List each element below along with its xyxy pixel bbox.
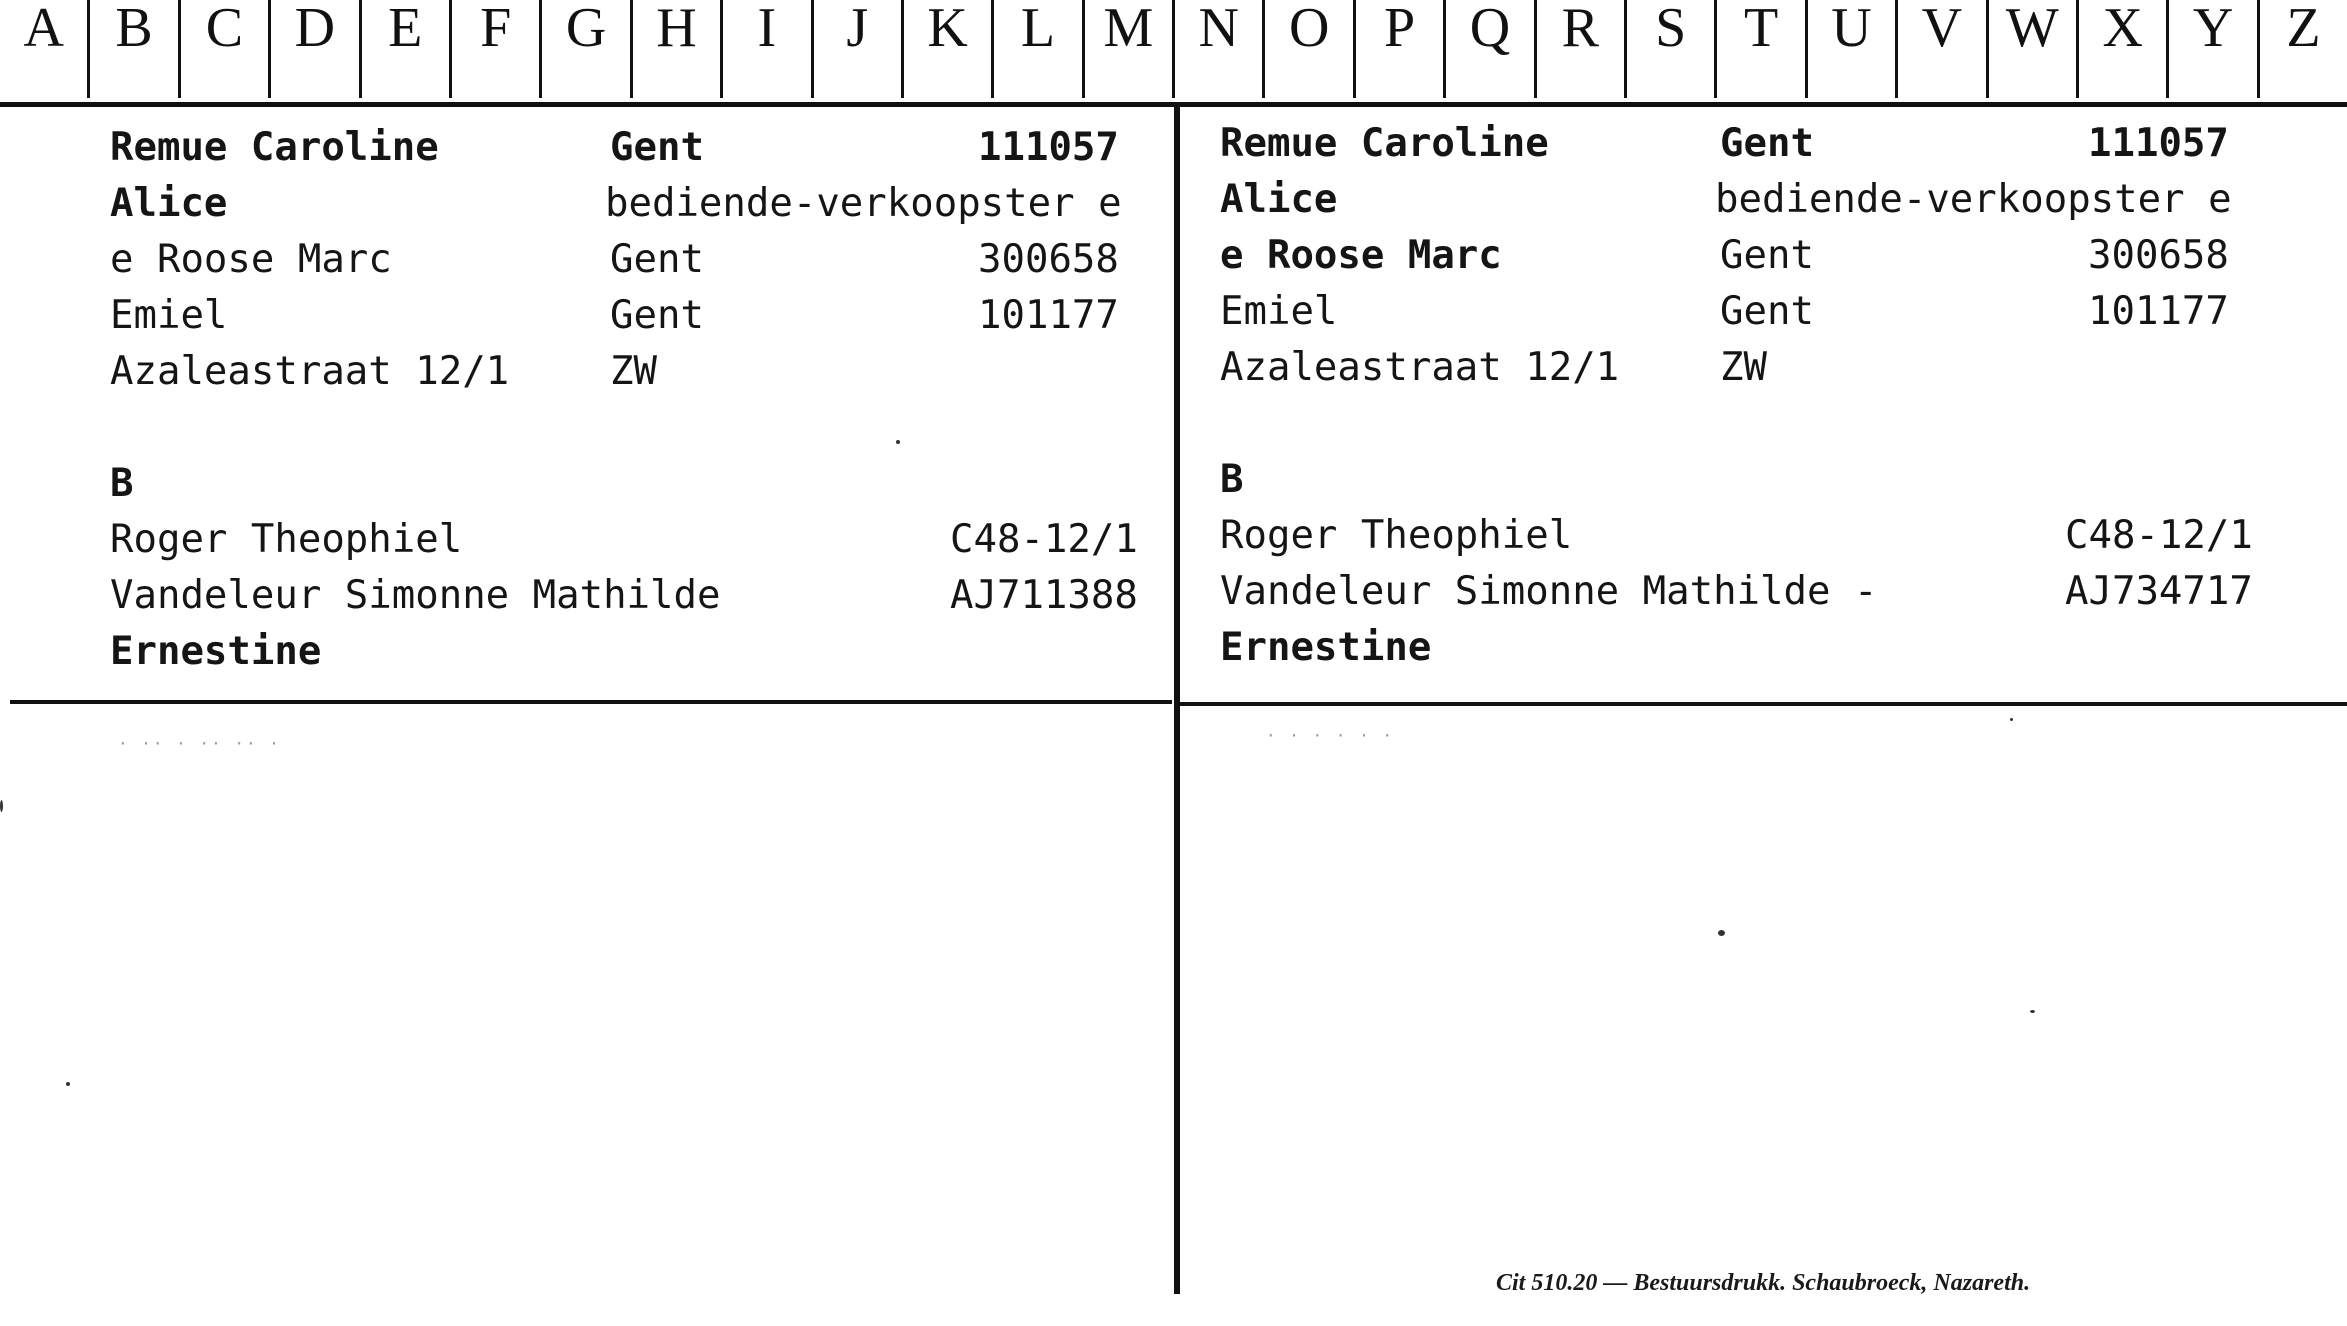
person-name: Ernestine <box>1220 625 1432 670</box>
birth-date-code: 300658 <box>2088 233 2229 278</box>
right-record-rule <box>1180 702 2347 706</box>
alphabet-letter: U <box>1808 0 1898 98</box>
alphabet-letter: P <box>1356 0 1446 98</box>
reference-code: AJ711388 <box>950 573 1138 618</box>
reference-code: C48-12/1 <box>950 517 1138 562</box>
alphabet-letter: O <box>1265 0 1355 98</box>
alphabet-letter: B <box>90 0 180 98</box>
record-row <box>110 456 1210 512</box>
address: Azaleastraat 12/1 <box>110 349 510 394</box>
alphabet-letter: T <box>1717 0 1807 98</box>
alphabet-letter: S <box>1627 0 1717 98</box>
occupation: bediende-verkoopster e <box>1715 177 2232 222</box>
alphabet-letter: W <box>1989 0 2079 98</box>
alphabet-letter: Q <box>1446 0 1536 98</box>
place-of-birth: Gent <box>610 125 704 170</box>
record-row <box>1220 116 2320 172</box>
record-row <box>1220 284 2320 340</box>
birth-date-code: 300658 <box>978 237 1119 282</box>
person-name: Ernestine <box>110 629 322 674</box>
district: ZW <box>1720 345 1767 390</box>
birth-date-code: 111057 <box>978 125 1119 170</box>
section-letter: B <box>110 461 134 506</box>
alphabet-letter: V <box>1898 0 1988 98</box>
alphabet-letter: X <box>2079 0 2169 98</box>
alphabet-letter: F <box>452 0 542 98</box>
person-name: Alice <box>1220 177 1338 222</box>
record-row <box>110 176 1210 232</box>
record-row <box>1220 508 2320 564</box>
person-name: Alice <box>110 181 228 226</box>
person-name: Remue Caroline <box>1220 121 1549 166</box>
record-row <box>110 120 1210 176</box>
alphabet-letter: I <box>723 0 813 98</box>
alphabet-letter: N <box>1175 0 1265 98</box>
person-name: Vandeleur Simonne Mathilde <box>110 573 721 618</box>
place-of-birth: Gent <box>610 237 704 282</box>
place-of-birth: Gent <box>1720 233 1814 278</box>
spouse-name: e Roose Marc <box>110 237 392 282</box>
left-record-card <box>110 120 1210 680</box>
reference-code: C48-12/1 <box>2065 513 2253 558</box>
record-row <box>1220 228 2320 284</box>
person-name: Remue Caroline <box>110 125 439 170</box>
spouse-name: Emiel <box>1220 289 1338 334</box>
alphabet-letter: M <box>1085 0 1175 98</box>
person-name: Roger Theophiel <box>1220 513 1573 558</box>
birth-date-code: 111057 <box>2088 121 2229 166</box>
left-record-rule <box>10 700 1172 704</box>
occupation: bediende-verkoopster e <box>605 181 1122 226</box>
record-row <box>110 344 1210 400</box>
right-record-card <box>1220 116 2320 676</box>
alphabet-letter: D <box>271 0 361 98</box>
scan-speck <box>66 1082 70 1086</box>
alphabet-letter: G <box>542 0 632 98</box>
spouse-name: e Roose Marc <box>1220 233 1502 278</box>
place-of-birth: Gent <box>610 293 704 338</box>
district: ZW <box>610 349 657 394</box>
birth-date-code: 101177 <box>978 293 1119 338</box>
record-row <box>110 232 1210 288</box>
record-row <box>1220 340 2320 396</box>
person-name: Vandeleur Simonne Mathilde - <box>1220 569 1878 614</box>
alphabet-letter: C <box>181 0 271 98</box>
record-row <box>110 624 1210 680</box>
alphabet-letter: L <box>994 0 1084 98</box>
reference-code: AJ734717 <box>2065 569 2253 614</box>
place-of-birth: Gent <box>1720 121 1814 166</box>
birth-date-code: 101177 <box>2088 289 2229 334</box>
alphabet-letter: J <box>814 0 904 98</box>
alphabet-letter: K <box>904 0 994 98</box>
alphabet-letter: R <box>1537 0 1627 98</box>
alphabet-letter: A <box>0 0 90 98</box>
place-of-birth: Gent <box>1720 289 1814 334</box>
record-row <box>110 512 1210 568</box>
printer-imprint: Cit 510.20 — Bestuursdrukk. Schaubroeck, Nazareth. <box>1496 1270 2031 1296</box>
spouse-name: Emiel <box>110 293 228 338</box>
record-row <box>1220 620 2320 676</box>
alphabet-letter: Z <box>2286 0 2321 59</box>
alphabet-letter: Y <box>2169 0 2259 98</box>
record-row <box>1220 452 2320 508</box>
faint-smudge: · · · · · · <box>1266 726 1394 745</box>
scan-speck <box>0 800 3 812</box>
record-row <box>110 568 1210 624</box>
record-row <box>110 288 1210 344</box>
scan-speck <box>1718 930 1725 936</box>
person-name: Roger Theophiel <box>110 517 463 562</box>
address: Azaleastraat 12/1 <box>1220 345 1620 390</box>
scan-speck <box>2010 718 2013 721</box>
scan-speck <box>896 440 900 444</box>
section-letter: B <box>1220 457 1244 502</box>
alphabet-letter: E <box>362 0 452 98</box>
record-row <box>1220 172 2320 228</box>
alphabet-index <box>0 0 2347 107</box>
alphabet-letter: H <box>633 0 723 98</box>
faint-smudge: · ·· · ·· ·· · <box>118 734 281 753</box>
scan-speck <box>2030 1010 2035 1013</box>
record-row <box>1220 564 2320 620</box>
